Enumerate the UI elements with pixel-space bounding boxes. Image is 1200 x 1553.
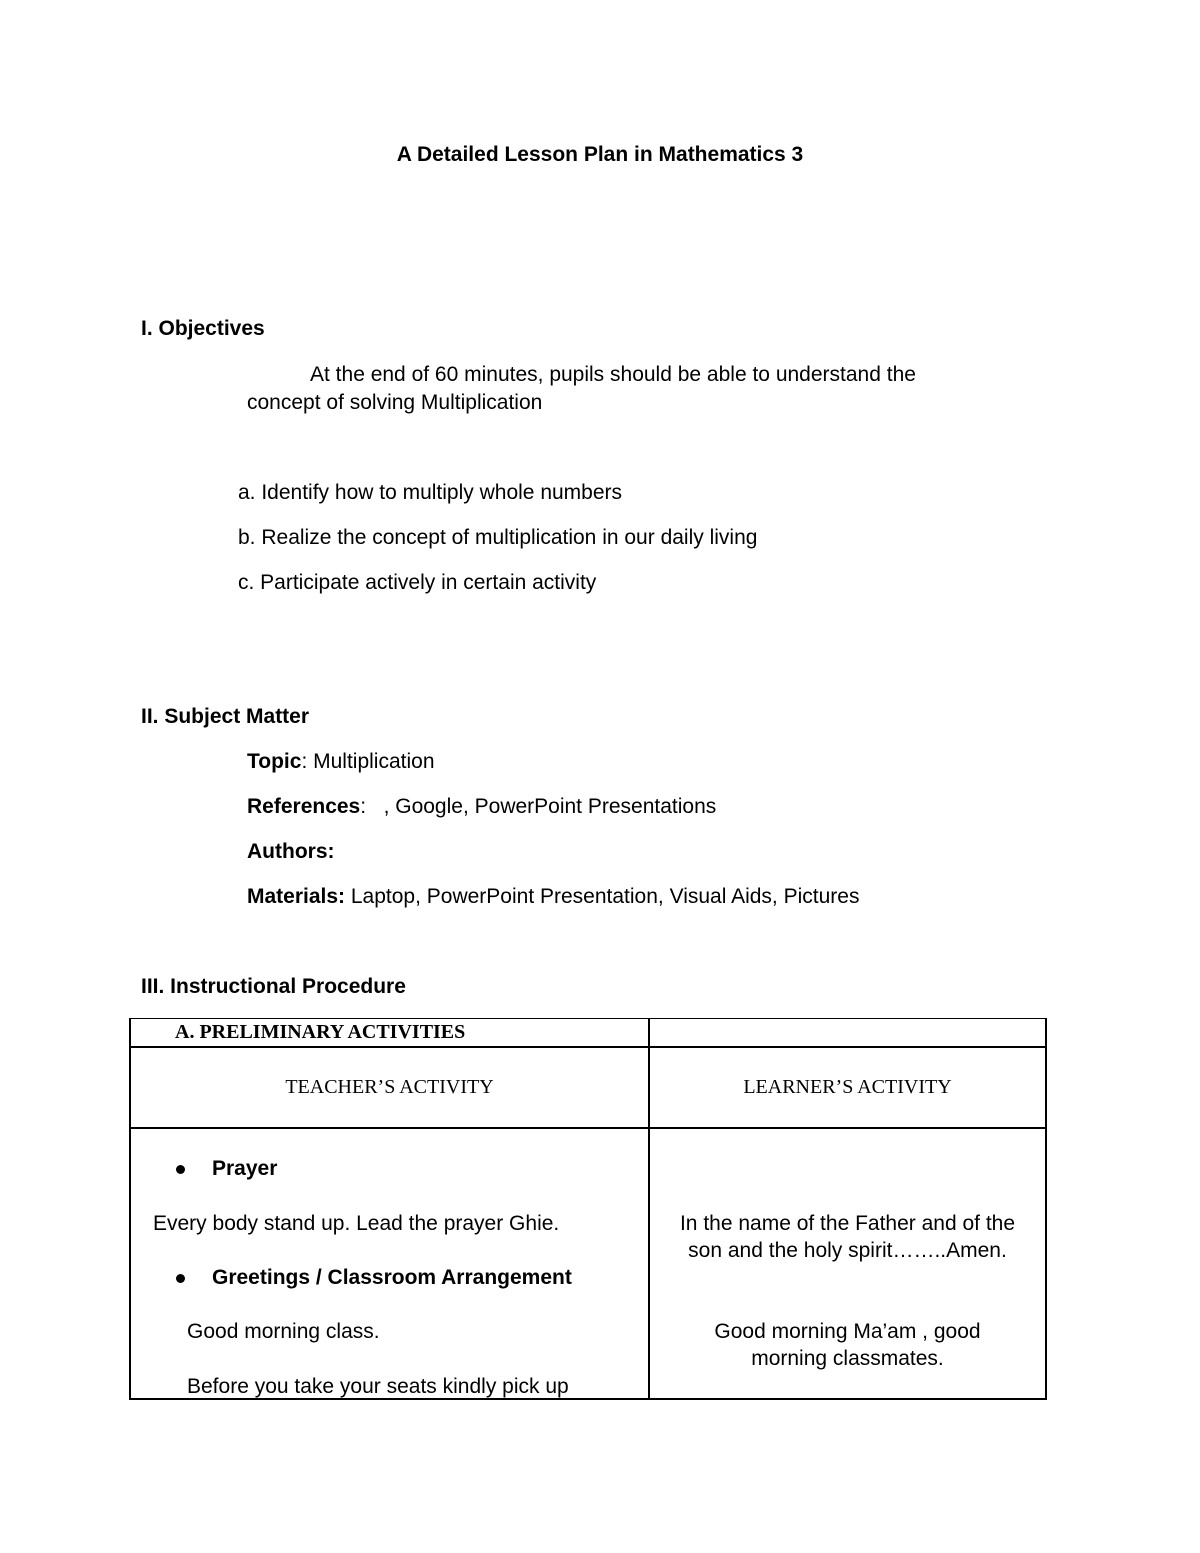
teacher-activity-cell bbox=[130, 1130, 648, 1398]
topic-value: : Multiplication bbox=[301, 750, 435, 773]
table-border-right bbox=[1045, 1018, 1047, 1400]
references-line bbox=[247, 795, 716, 819]
objective-item-c: c. Participate actively in certain activity bbox=[238, 571, 597, 594]
table-border-bottom bbox=[129, 1398, 1047, 1400]
topic-line bbox=[247, 750, 435, 774]
materials-value: Laptop, PowerPoint Presentation, Visual Aids, Pictures bbox=[345, 885, 860, 908]
learner-greeting-line2: morning classmates. bbox=[751, 1347, 944, 1370]
procedure-heading: III. Instructional Procedure bbox=[141, 975, 406, 998]
authors-label: Authors: bbox=[247, 840, 335, 863]
topic-label: Topic bbox=[247, 750, 302, 773]
prayer-text: Every body stand up. Lead the prayer Ghie. bbox=[153, 1212, 560, 1235]
materials-line bbox=[247, 885, 859, 909]
table-section-title: A. PRELIMINARY ACTIVITIES bbox=[175, 1021, 466, 1043]
learner-prayer-line2: son and the holy spirit……..Amen. bbox=[688, 1239, 1007, 1262]
objective-item-b: b. Realize the concept of multiplication in our daily living bbox=[238, 526, 758, 549]
bullet-icon bbox=[176, 1274, 185, 1283]
subject-matter-heading: II. Subject Matter bbox=[141, 705, 310, 728]
table-border-row1 bbox=[129, 1046, 1047, 1048]
prayer-label: Prayer bbox=[212, 1157, 278, 1180]
table-border-row2 bbox=[129, 1127, 1047, 1129]
greeting-text: Good morning class. bbox=[187, 1320, 380, 1343]
page-title: A Detailed Lesson Plan in Mathematics 3 bbox=[396, 143, 804, 166]
learner-prayer-line1: In the name of the Father and of the bbox=[679, 1212, 1016, 1235]
objective-item-a: a. Identify how to multiply whole numbers bbox=[238, 481, 623, 504]
materials-label: Materials: bbox=[247, 885, 346, 908]
references-value: : , Google, PowerPoint Presentations bbox=[360, 795, 717, 818]
column-header-learner: LEARNER’S ACTIVITY bbox=[743, 1076, 952, 1098]
objectives-intro-line1: At the end of 60 minutes, pupils should be able to understand the bbox=[310, 363, 916, 386]
objectives-intro-line2: concept of solving Multiplication bbox=[247, 391, 543, 414]
references-label: References bbox=[247, 795, 361, 818]
seats-text: Before you take your seats kindly pick up bbox=[187, 1375, 569, 1398]
learner-greeting-line1: Good morning Ma’am , good bbox=[714, 1320, 981, 1343]
greetings-label: Greetings / Classroom Arrangement bbox=[212, 1266, 572, 1289]
table-border-top bbox=[129, 1018, 1047, 1019]
column-header-teacher: TEACHER’S ACTIVITY bbox=[285, 1076, 494, 1098]
bullet-icon bbox=[176, 1165, 185, 1174]
objectives-heading: I. Objectives bbox=[141, 317, 265, 340]
